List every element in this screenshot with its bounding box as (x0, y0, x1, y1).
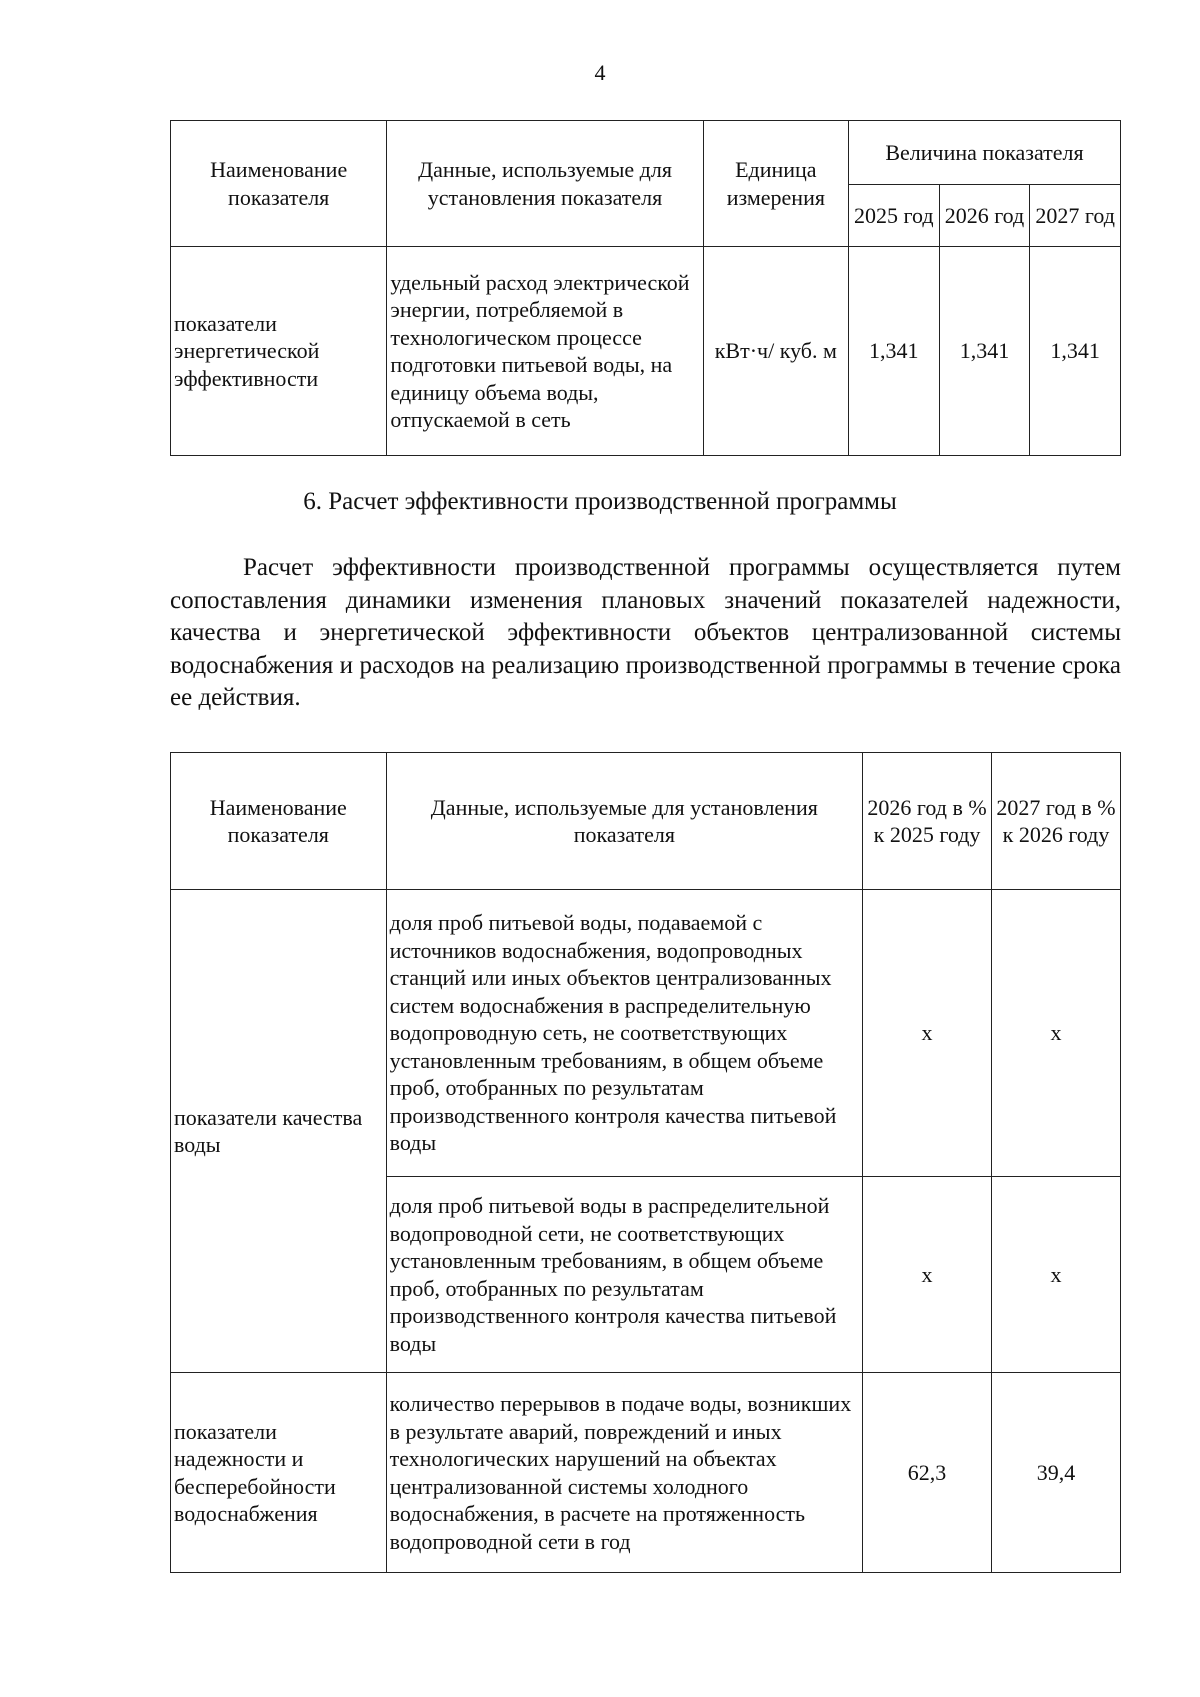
table-row (171, 890, 1121, 1177)
table1-header-year: 2025 год (848, 185, 939, 247)
table1-header-unit: Единица измерения (703, 121, 848, 247)
table1-header-year: 2026 год (939, 185, 1030, 247)
indicator-value-2027: x (992, 1177, 1121, 1373)
indicator-name: показатели надежности и бесперебойности водоснабжения (171, 1373, 387, 1573)
indicator-unit: кВт·ч/ куб. м (703, 247, 848, 456)
table-row (171, 247, 1121, 456)
page-number: 4 (594, 60, 606, 85)
table1-header-name: Наименование показателя (171, 121, 387, 247)
indicator-value: 1,341 (848, 247, 939, 456)
table1-header-value-group: Величина показателя (848, 121, 1120, 185)
table1-header-data: Данные, используемые для установления показателя (387, 121, 703, 247)
table-row (171, 1373, 1121, 1573)
efficiency-comparison-table (170, 752, 1121, 1573)
section-heading: 6. Расчет эффективности производственной программы (303, 488, 897, 515)
table1-header-year: 2027 год (1030, 185, 1121, 247)
indicator-value-2026: x (863, 1177, 992, 1373)
indicator-name: показатели качества воды (171, 890, 387, 1373)
indicator-value-2027: x (992, 890, 1121, 1177)
indicator-value: 1,341 (1030, 247, 1121, 456)
indicator-data: удельный расход электрической энергии, потребляемой в технологическом процессе подготовки питьевой воды, на единицу объема воды, отпускаемой в сеть (387, 247, 703, 456)
indicator-value-2026: x (863, 890, 992, 1177)
energy-efficiency-table (170, 120, 1121, 456)
table2-header-name: Наименование показателя (171, 753, 387, 890)
indicator-value-2026: 62,3 (863, 1373, 992, 1573)
table2-header-2026: 2026 год в % к 2025 году (863, 753, 992, 890)
indicator-value: 1,341 (939, 247, 1030, 456)
indicator-data: доля проб питьевой воды в распределительной водопроводной сети, не соответствующих установленным требованиям, в общем объеме проб, отобранных по результатам производственного контроля качества питьевой воды (386, 1177, 863, 1373)
table2-header-data: Данные, используемые для установления показателя (386, 753, 863, 890)
table2-header-2027: 2027 год в % к 2026 году (992, 753, 1121, 890)
indicator-data: доля проб питьевой воды, подаваемой с источников водоснабжения, водопроводных станций или иных объектов централизованных систем водоснабжения в распределительную водопроводную сеть, не соответствующих установленным требованиям, в общем объеме проб, отобранных по результатам производственного контроля качества питьевой воды (386, 890, 863, 1177)
indicator-value-2027: 39,4 (992, 1373, 1121, 1573)
indicator-name: показатели энергетической эффективности (171, 247, 387, 456)
section-paragraph: Расчет эффективности производственной программы осуществляется путем сопоставления динамики изменения плановых значений показателей надежности, качества и энергетической эффективности объектов централизованной системы водоснабжения и расходов на реализацию производственной программы в течение срока ее действия. (170, 554, 1121, 712)
indicator-data: количество перерывов в подаче воды, возникших в результате аварий, повреждений и иных технологических нарушений на объектах централизованной системы холодного водоснабжения, в расчете на протяженность водопроводной сети в год (386, 1373, 863, 1573)
